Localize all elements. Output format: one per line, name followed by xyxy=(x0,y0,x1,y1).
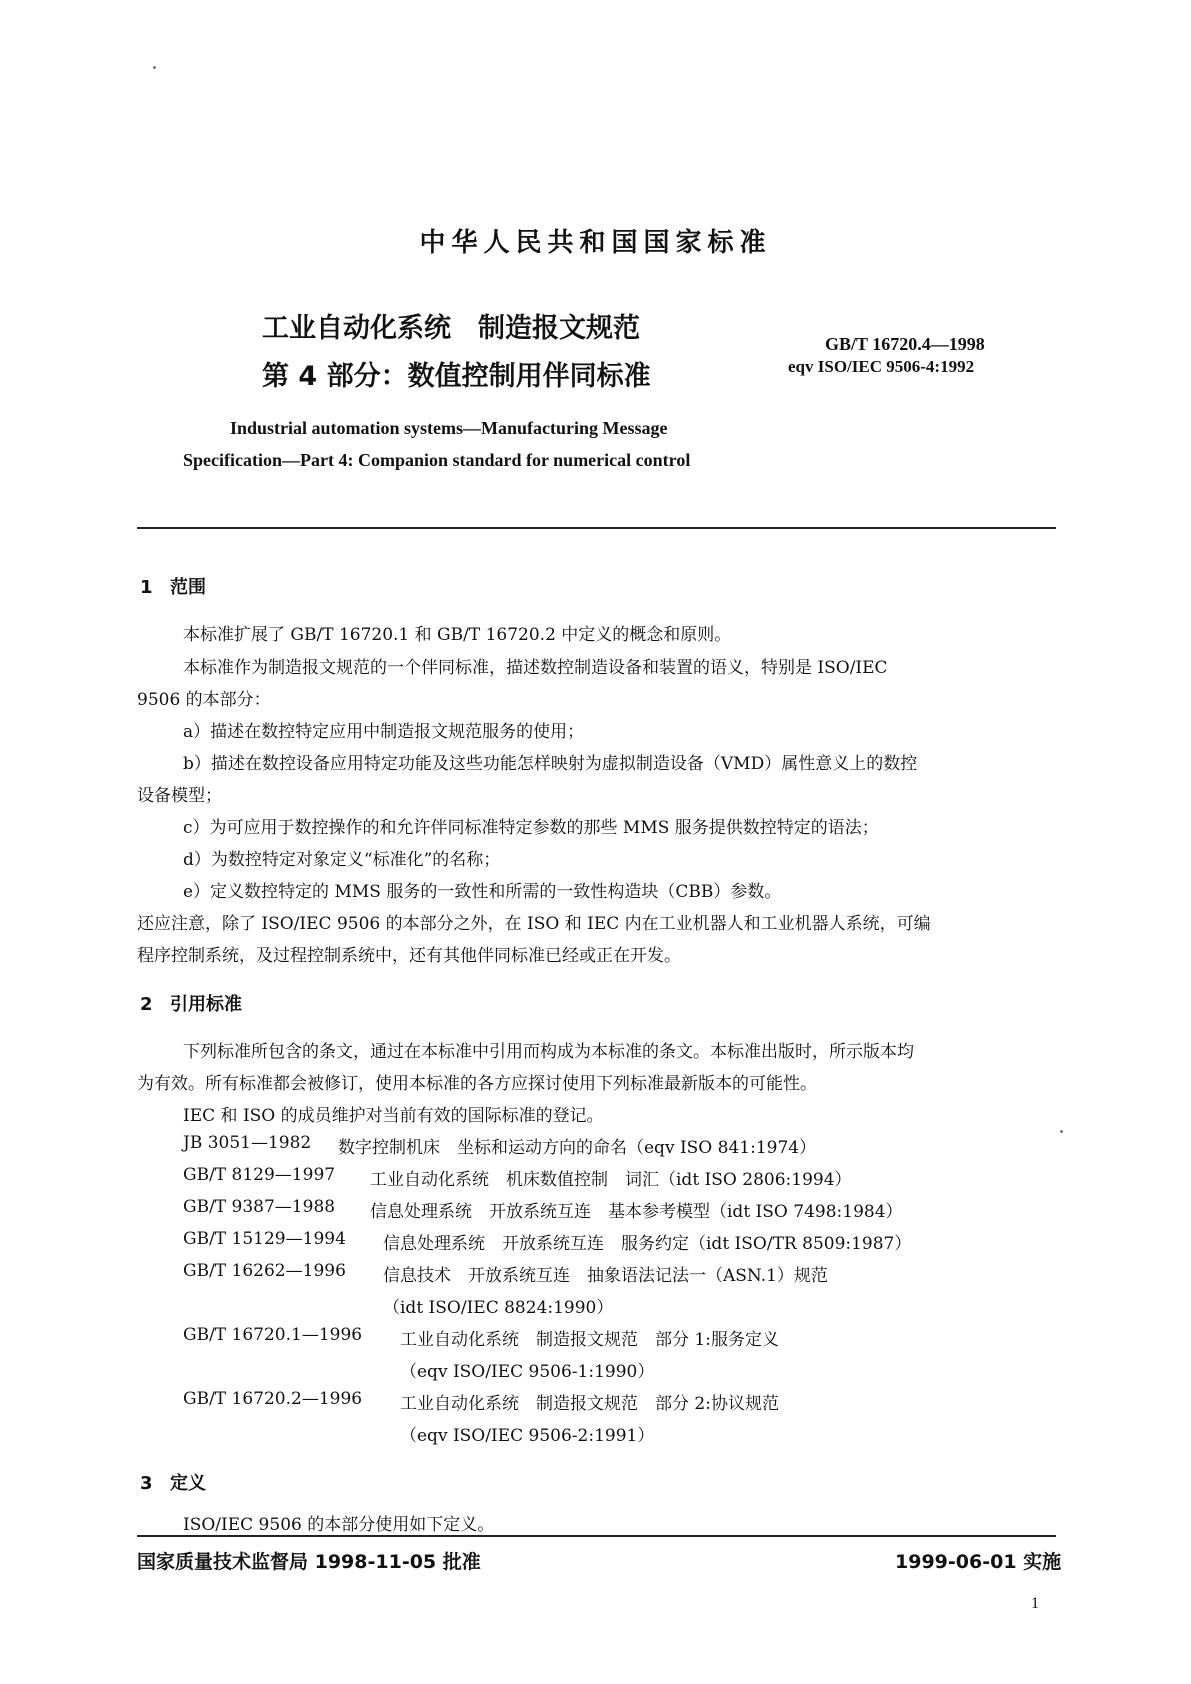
paragraph: ISO/IEC 9506 的本部分使用如下定义。 xyxy=(183,1515,495,1535)
approval-line: 国家质量技术监督局 1998-11-05 批准 xyxy=(137,1551,481,1573)
section-title: 定义 xyxy=(170,1473,206,1494)
reference-code: GB/T 16720.2—1996 xyxy=(183,1389,363,1409)
reference-title: 工业自动化系统 制造报文规范 部分 1:服务定义 xyxy=(400,1330,779,1350)
paragraph: 本标准扩展了 GB/T 16720.1 和 GB/T 16720.2 中定义的概念和原则。 xyxy=(183,625,732,645)
list-item: e）定义数控特定的 MMS 服务的一致性和所需的一致性构造块（CBB）参数。 xyxy=(183,882,782,902)
reference-code: GB/T 15129—1994 xyxy=(183,1229,346,1249)
reference-title: 信息技术 开放系统互连 抽象语法记法一（ASN.1）规范 xyxy=(383,1266,828,1286)
paragraph: 9506 的本部分： xyxy=(137,690,271,710)
reference-title: 数字控制机床 坐标和运动方向的命名（eqv ISO 841:1974） xyxy=(338,1138,817,1158)
section-title: 范围 xyxy=(170,577,206,598)
standard-body-heading: 中华人民共和国国家标准 xyxy=(419,228,772,258)
scan-speck xyxy=(153,66,156,69)
paragraph: IEC 和 ISO 的成员维护对当前有效的国际标准的登记。 xyxy=(183,1106,604,1126)
reference-code: GB/T 8129—1997 xyxy=(183,1165,336,1185)
header-divider xyxy=(137,527,1056,529)
reference-title: 信息处理系统 开放系统互连 服务约定（idt ISO/TR 8509:1987） xyxy=(383,1234,912,1254)
section-number: 3 xyxy=(140,1473,153,1494)
reference-code: JB 3051—1982 xyxy=(183,1133,312,1153)
list-item: d）为数控特定对象定义“标准化”的名称； xyxy=(183,850,501,870)
section-2-heading xyxy=(140,990,242,1016)
reference-code: GB/T 16262—1996 xyxy=(183,1261,346,1281)
reference-code: GB/T 9387—1988 xyxy=(183,1197,336,1217)
scan-speck xyxy=(1060,1130,1063,1133)
english-title-line-2: Specification—Part 4: Companion standard for numerical control xyxy=(183,450,691,470)
list-item: c）为可应用于数控操作的和允许伴同标准特定参数的那些 MMS 服务提供数控特定的语法； xyxy=(183,818,879,838)
footer-divider xyxy=(137,1535,1056,1537)
english-title-line-1: Industrial automation systems—Manufacturing Message xyxy=(230,418,668,438)
section-1-heading xyxy=(140,573,206,599)
section-number: 1 xyxy=(140,577,153,598)
chinese-title-line-1: 工业自动化系统 制造报文规范 xyxy=(262,313,640,344)
list-item: b）描述在数控设备应用特定功能及这些功能怎样映射为虚拟制造设备（VMD）属性意义上的数控 xyxy=(183,754,918,774)
implementation-date: 1999-06-01 实施 xyxy=(895,1551,1062,1573)
reference-continuation: （idt ISO/IEC 8824:1990） xyxy=(383,1298,614,1318)
paragraph: 程序控制系统，及过程控制系统中，还有其他伴同标准已经或正在开发。 xyxy=(137,946,681,966)
reference-title: 工业自动化系统 机床数值控制 词汇（idt ISO 2806:1994） xyxy=(370,1170,852,1190)
paragraph: 本标准作为制造报文规范的一个伴同标准，描述数控制造设备和装置的语义，特别是 ISO/IEC xyxy=(183,658,888,678)
reference-code: GB/T 16720.1—1996 xyxy=(183,1325,363,1345)
page-number: 1 xyxy=(1031,1595,1039,1612)
list-item: a）描述在数控特定应用中制造报文规范服务的使用； xyxy=(183,722,585,742)
paragraph: 还应注意，除了 ISO/IEC 9506 的本部分之外，在 ISO 和 IEC 内在工业机器人和工业机器人系统，可编 xyxy=(137,914,931,934)
reference-title: 工业自动化系统 制造报文规范 部分 2:协议规范 xyxy=(400,1394,779,1414)
standard-code: GB/T 16720.4—1998 xyxy=(825,334,985,354)
equivalent-standard-code: eqv ISO/IEC 9506-4:1992 xyxy=(788,357,975,376)
section-number: 2 xyxy=(140,994,153,1015)
paragraph: 为有效。所有标准都会被修订，使用本标准的各方应探讨使用下列标准最新版本的可能性。 xyxy=(137,1074,817,1094)
reference-continuation: （eqv ISO/IEC 9506-2:1991） xyxy=(400,1426,655,1446)
reference-continuation: （eqv ISO/IEC 9506-1:1990） xyxy=(400,1362,655,1382)
chinese-title-line-2: 第 4 部分：数值控制用伴同标准 xyxy=(262,361,651,392)
reference-title: 信息处理系统 开放系统互连 基本参考模型（idt ISO 7498:1984） xyxy=(370,1202,903,1222)
section-3-heading xyxy=(140,1469,206,1495)
section-title: 引用标准 xyxy=(170,994,242,1015)
list-item-continuation: 设备模型； xyxy=(137,786,222,806)
paragraph: 下列标准所包含的条文，通过在本标准中引用而构成为本标准的条文。本标准出版时，所示版本均 xyxy=(183,1042,914,1062)
